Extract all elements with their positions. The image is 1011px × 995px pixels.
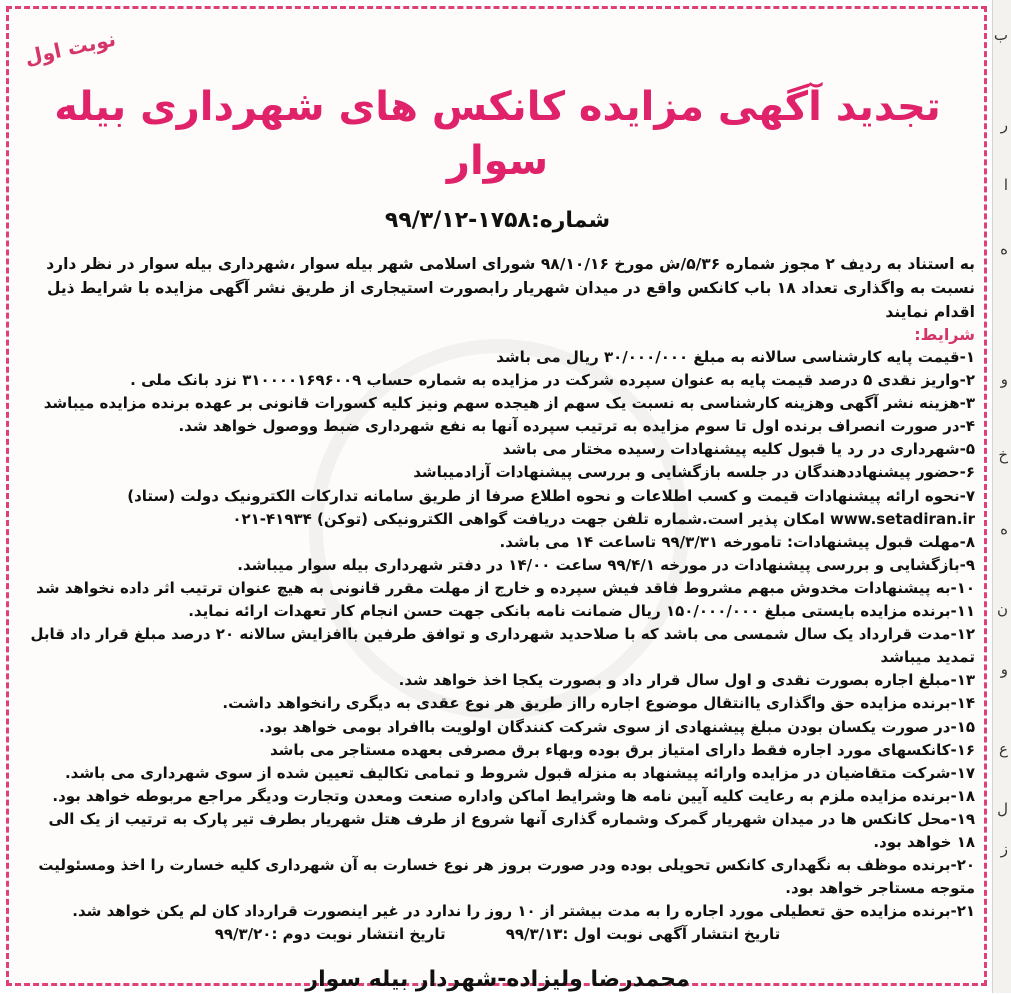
condition-item: ۱۷-شرکت متقاضیان در مزایده وارائه پیشنهاد به منزله قبول شروط و تمامی تکالیف تعیین شده از سوی شهرداری می باشد. (64, 763, 975, 782)
mayor-signature: محمدرضا ولیزاده-شهردار بیله سوار (305, 967, 690, 993)
condition-item: ۲۱-برنده مزایده حق تعطیلی مورد اجاره را به مدت بیشتر از ۱۰ روز را ندارد در غیر اینصورت قرارداد کان لم یکن خواهد شد. (72, 902, 975, 921)
notice-content (20, 14, 975, 995)
condition-item: ۲۰-برنده موظف به نگهداری کانکس تحویلی بوده ودر صورت بروز هر نوع خسارت به آن شهرداری کلیه خسارت را اخذ ومسئولیت متوجه مستاجر خواهد بود. (38, 856, 975, 898)
condition-item: ۱۹-محل کانکس ها در میدان شهریار گمرک وشماره گذاری آنها شروع از طرف هتل شهریار بطرف تیر پارک به ترتیب از یک الی ۱۸ خواهد بود. (48, 809, 975, 851)
condition-item: ۶-حضور پیشنهاددهندگان در جلسه بازگشایی و بررسی پیشنهادات آزادمیباشد (413, 463, 975, 482)
condition-item: ۷-نحوه ارائه پیشنهادات قیمت و کسب اطلاعات و نحوه اطلاع صرفا از طریق سامانه تدارکات الکترونیک دولت (ستاد) www.setadiran.ir امکان پذیر است.شماره تلفن جهت دریافت گواهی الکترونیکی (توکن) ۴۱۹۳۴-۰۲۱ (127, 486, 975, 528)
notice-intro: به استناد به ردیف ۲ مجوز شماره ۵/۳۶/ش مورخ ۹۸/۱۰/۱۶ شورای اسلامی شهر بیله سوار ،شهرداری بیله سوار در نظر دارد نسبت به واگذاری تعداد ۱۸ باب کانکس واقع در میدان شهریار رابصورت استیجاری از طریق نشر آگهی مزایده با شرایط ذیل اقدام نمایند (46, 255, 975, 321)
condition-item: ۱۶-کانکسهای مورد اجاره فقط دارای امتیاز برق بوده وبهاء برق مصرفی بعهده مستاجر می باشد (270, 740, 975, 759)
condition-item: ۱۴-برنده مزایده حق واگذاری یاانتقال موضوع اجاره رااز طریق هر نوع عقدی به دیگری رانخواهد داشت. (222, 694, 975, 713)
condition-item: ۱۵-در صورت یکسان بودن مبلغ پیشنهادی از سوی شرکت کنندگان اولویت باافراد بومی خواهد بود. (258, 717, 975, 736)
condition-item: ۹-بازگشایی و بررسی پیشنهادات در مورخه ۹۹/۴/۱ ساعت ۱۴/۰۰ در دفتر شهرداری بیله سوار میباشد. (237, 555, 975, 574)
condition-item: ۲-واریز نقدی ۵ درصد قیمت پایه به عنوان سپرده شرکت در مزایده به شماره حساب ۳۱۰۰۰۰۱۶۹۶۰۰۹ نزد بانک ملی . (130, 371, 975, 390)
condition-item: ۳-هزینه نشر آگهی وهزینه کارشناسی به نسبت یک سهم از هیجده سهم ونیز کلیه کسورات قانونی بر عهده برنده مزایده میباشد (43, 394, 975, 413)
date-first-round: تاریخ انتشار آگهی نوبت اول :۹۹/۳/۱۳ (505, 925, 781, 944)
condition-item: ۱۰-به پیشنهادات مخدوش مبهم مشروط فاقد فیش سپرده و خارج از مهلت مقرر قانونی به هیچ عنوان ترتیب اثر داده نخواهد شد (36, 578, 975, 597)
adjacent-page-strip: ب ر ا ه و خ ه ن و ع ل ز (992, 0, 1011, 993)
publication-round-tag: نوبت اول (22, 26, 118, 70)
condition-item: ۱۱-برنده مزایده بایستی مبلغ ۱۵۰/۰۰۰/۰۰۰ ریال ضمانت نامه بانکی جهت حسن انجام کار تعهدات ارائه نماید. (188, 602, 975, 621)
date-second-round: تاریخ انتشار نوبت دوم :۹۹/۳/۲۰ (214, 925, 446, 944)
condition-item: ۸-مهلت قبول پیشنهادات: تامورخه ۹۹/۳/۳۱ تاساعت ۱۴ می باشد. (499, 532, 975, 551)
notice-title: تجدید آگهی مزایده کانکس های شهرداری بیله سوار (54, 84, 941, 184)
condition-item: ۴-در صورت انصراف برنده اول تا سوم مزایده به ترتیب سپرده آنها به نفع شهرداری ضبط ووصول خواهد شد. (178, 417, 975, 436)
condition-item: ۵-شهرداری در رد یا قبول کلیه پیشنهادات رسیده مختار می باشد (502, 440, 975, 459)
publication-dates (20, 923, 975, 945)
condition-item: ۱۲-مدت قرارداد یک سال شمسی می باشد که با صلاحدید شهرداری و توافق طرفین باافزایش سالانه ۲۰ درصد مبلغ قرار داد قابل تمدید میباشد (30, 625, 975, 667)
notice-number: شماره:۱۷۵۸-۹۹/۳/۱۲ (384, 208, 611, 233)
condition-item: ۱-قیمت پایه کارشناسی سالانه به مبلغ ۳۰/۰۰۰/۰۰۰ ریال می باشد (496, 348, 975, 366)
conditions-label: شرایط: (914, 325, 975, 344)
condition-item: ۱۳-مبلغ اجاره بصورت نقدی و اول سال قرار داد و بصورت یکجا اخذ خواهد شد. (398, 671, 975, 690)
conditions-list (20, 346, 975, 923)
condition-item: ۱۸-برنده مزایده ملزم به رعایت کلیه آیین نامه ها وشرایط اماکن واداره صنعت ومعدن وتجارت ودیگر مراجع مربوطه خواهد بود. (52, 786, 975, 805)
